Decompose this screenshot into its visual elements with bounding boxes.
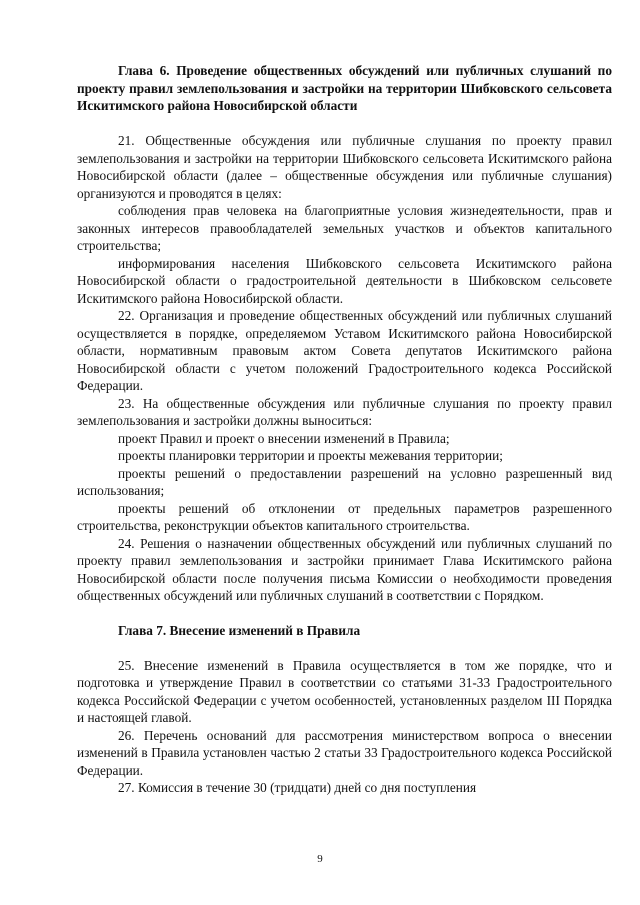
paragraph-23-item-3: проекты решений о предоставлении разрешений на условно разрешенный вид использования;	[77, 465, 612, 498]
paragraph-24: 24. Решения о назначении общественных обсуждений или публичных слушаний по проекту правил землепользования и застройки принимает Глава Искитимского района Новосибирской области после получения письма Комиссии о необходимости проведения общественных обсуждений или публичных слушаний в соответствии с Порядком.	[77, 535, 612, 603]
paragraph-26: 26. Перечень оснований для рассмотрения министерством вопроса о внесении изменений в Правила установлен частью 2 статьи 33 Градостроительного кодекса Российской Федерации.	[77, 727, 612, 778]
paragraph-21: 21. Общественные обсуждения или публичные слушания по проекту правил землепользования и застройки на территории Шибковского сельсовета Искитимского района Новосибирской области (далее – общественные обсуждения или публичные слушания) организуются и проводятся в целях:	[77, 133, 612, 201]
page-number: 9	[317, 853, 323, 865]
chapter-7-heading: Глава 7. Внесение изменений в Правила	[118, 622, 361, 638]
paragraph-23-item-1: проект Правил и проект о внесении изменений в Правила;	[118, 430, 450, 446]
paragraph-27: 27. Комиссия в течение 30 (тридцати) дней со дня поступления	[118, 780, 477, 795]
paragraph-21-item-1: соблюдения прав человека на благоприятные условия жизнедеятельности, прав и законных интересов правообладателей земельных участков и объектов капитального строительства;	[77, 203, 612, 253]
paragraph-23: 23. На общественные обсуждения или публичные слушания по проекту правил землепользования и застройки должны выноситься:	[77, 395, 612, 428]
paragraph-25: 25. Внесение изменений в Правила осуществляется в том же порядке, что и подготовка и утверждение Правил в соответствии со статьями 31-33 Градостроительного кодекса Российской Федерации с учетом особенностей, установленных разделом III Порядка и настоящей главой.	[77, 657, 612, 725]
paragraph-21-item-2: информирования населения Шибковского сельсовета Искитимского района Новосибирской области о градостроительной деятельности в Шибковском сельсовете Искитимского района Новосибирской области.	[77, 255, 612, 306]
paragraph-23-item-2: проекты планировки территории и проекты межевания территории;	[118, 448, 503, 463]
chapter-6-heading: Глава 6. Проведение общественных обсуждений или публичных слушаний по проекту правил землепользования и застройки на территории Шибковского сельсовета Искитимского района Новосибирской области	[77, 63, 612, 113]
paragraph-23-item-4: проекты решений об отклонении от предельных параметров разрешенного строительства, реконструкции объектов капитального строительства.	[77, 500, 612, 533]
paragraph-22: 22. Организация и проведение общественных обсуждений или публичных слушаний осуществляется в порядке, определяемом Уставом Искитимского района Новосибирской области, нормативным правовым актом Совета депутатов Искитимского района Новосибирской области с учетом положений Градостроительного кодекса Российской Федерации.	[77, 308, 612, 393]
